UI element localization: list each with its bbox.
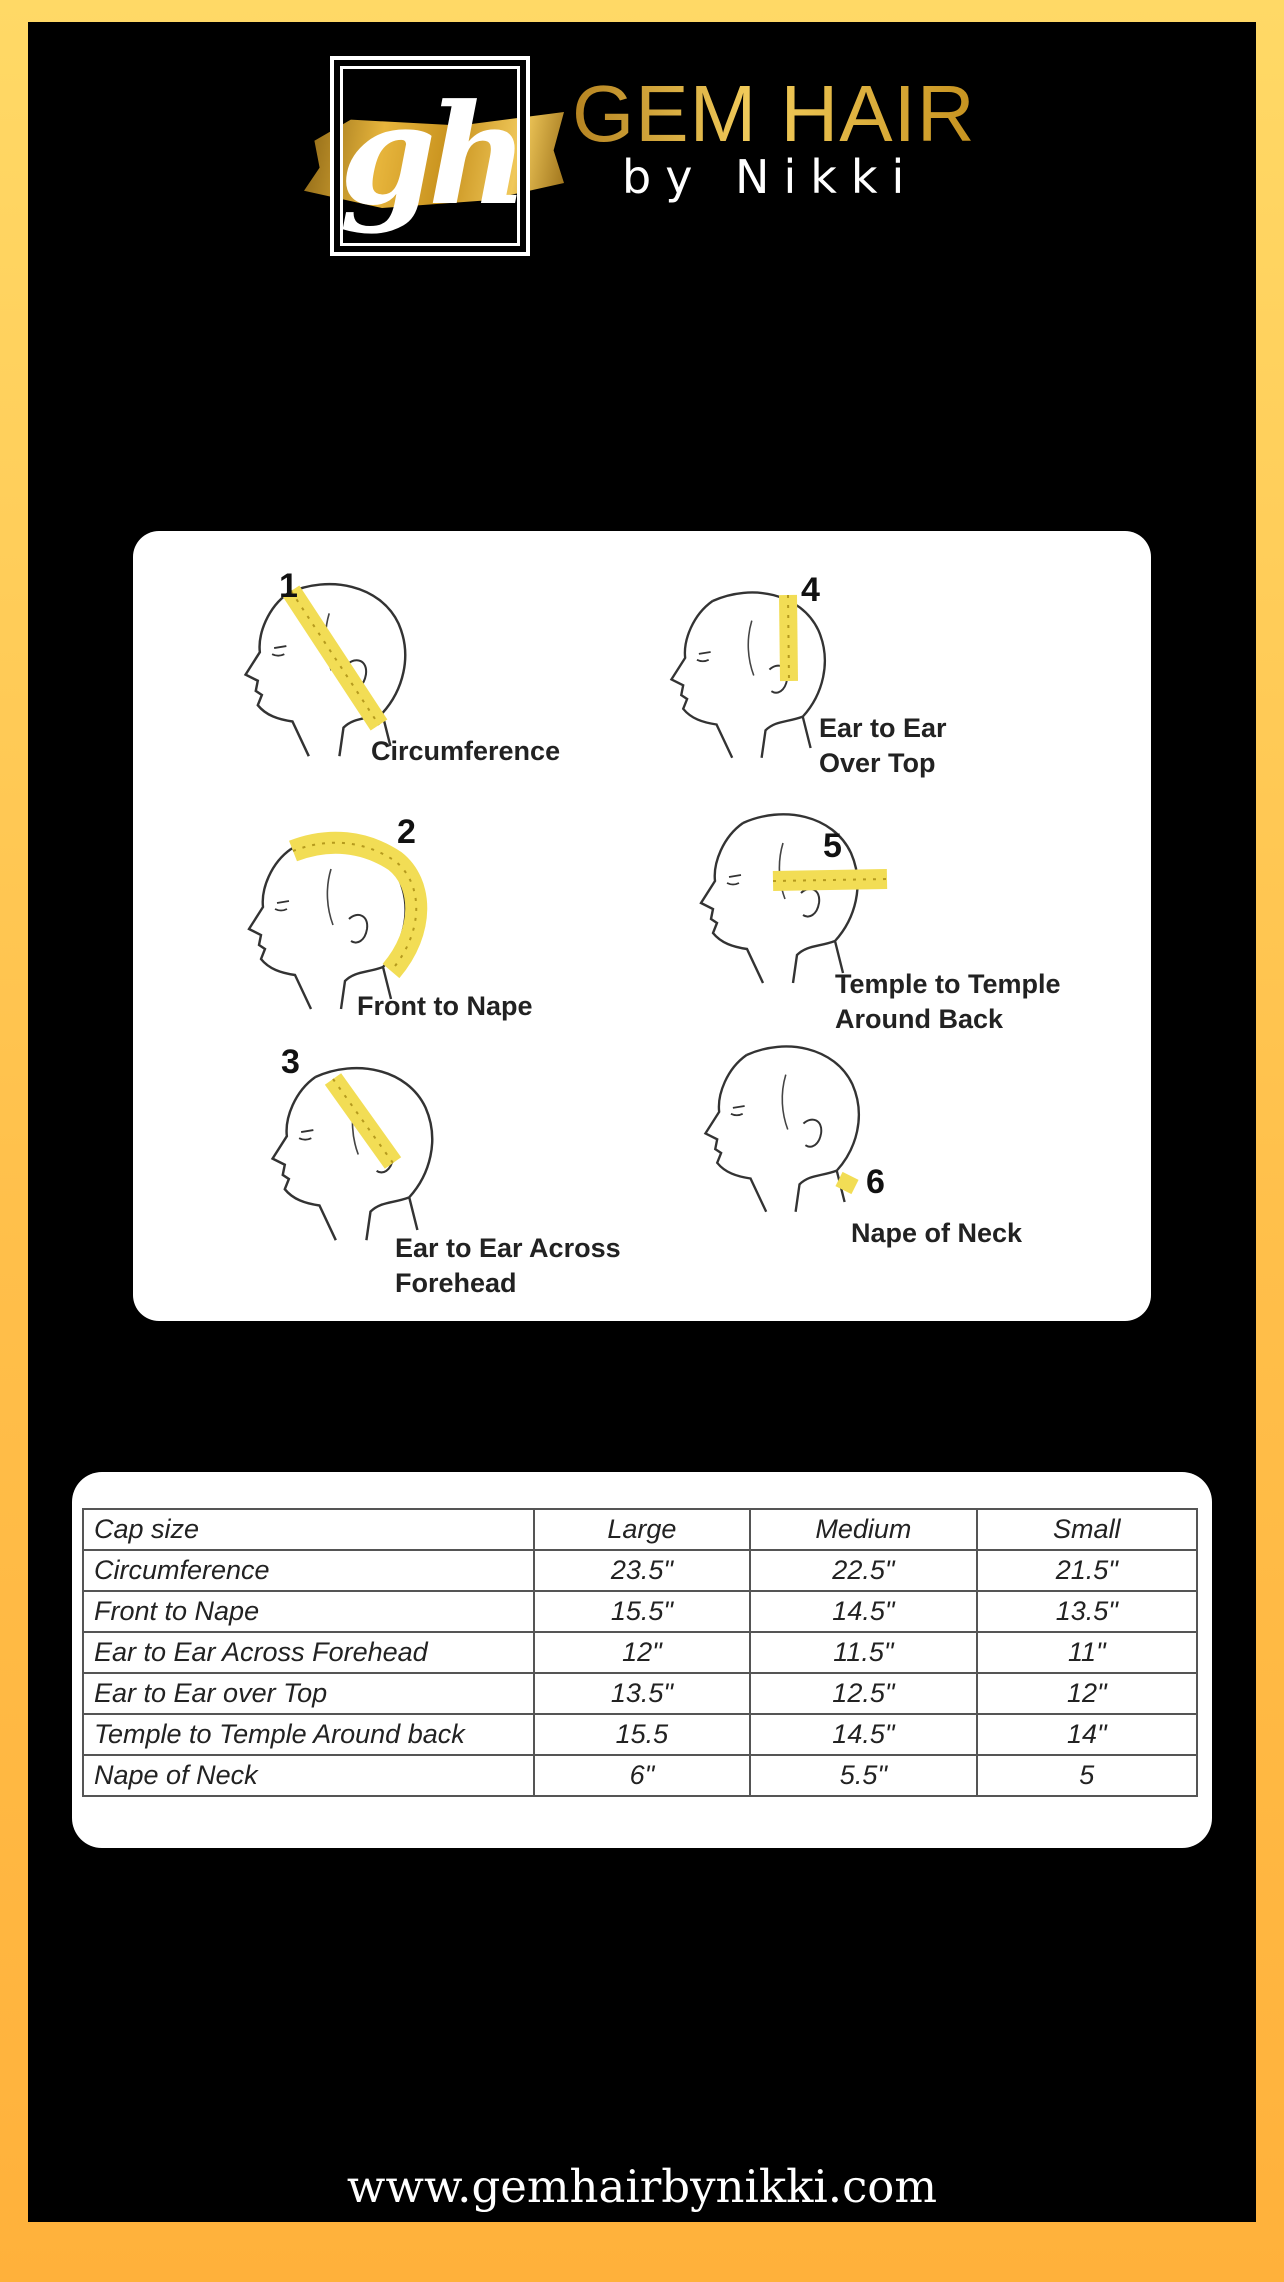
step-4-number: 4: [801, 571, 820, 609]
value-cell: 15.5": [534, 1591, 750, 1632]
step-6-label: Nape of Neck: [851, 1218, 1023, 1248]
size-chart-card: [72, 1472, 1212, 1848]
head-1-illustration: [246, 584, 406, 756]
value-cell: 13.5": [977, 1591, 1197, 1632]
value-cell: 11.5": [750, 1632, 976, 1673]
value-cell: 12": [534, 1632, 750, 1673]
row-label: Front to Nape: [83, 1591, 534, 1632]
brand-name: GEM HAIR: [572, 69, 976, 158]
head-illustrations: [133, 531, 1151, 1321]
step-2-number: 2: [397, 813, 416, 851]
table-row: [83, 1550, 1197, 1591]
value-cell: 13.5": [534, 1673, 750, 1714]
header-cell: Medium: [750, 1509, 976, 1550]
table-header-row: [83, 1509, 1197, 1550]
row-label: Circumference: [83, 1550, 534, 1591]
value-cell: 14.5": [750, 1591, 976, 1632]
value-cell: 6": [534, 1755, 750, 1796]
brand-tagline: by Nikki: [622, 150, 919, 204]
size-chart-table: [82, 1508, 1198, 1797]
head-3-illustration: [273, 1068, 433, 1240]
step-6-number: 6: [866, 1163, 885, 1201]
table-row: [83, 1632, 1197, 1673]
value-cell: 15.5: [534, 1714, 750, 1755]
value-cell: 22.5": [750, 1550, 976, 1591]
table-row: [83, 1591, 1197, 1632]
step-2-label: Front to Nape: [357, 991, 533, 1021]
value-cell: 21.5": [977, 1550, 1197, 1591]
value-cell: 5: [977, 1755, 1197, 1796]
table-row: [83, 1714, 1197, 1755]
step-1-number: 1: [279, 567, 298, 605]
value-cell: 23.5": [534, 1550, 750, 1591]
step-3-label: Ear to Ear Across Forehead: [395, 1233, 621, 1298]
row-label: Nape of Neck: [83, 1755, 534, 1796]
value-cell: 14.5": [750, 1714, 976, 1755]
row-label: Ear to Ear Across Forehead: [83, 1632, 534, 1673]
step-5-label: Temple to Temple Around Back: [835, 969, 1061, 1034]
table-row: [83, 1755, 1197, 1796]
table-row: [83, 1673, 1197, 1714]
logo-monogram: gh: [339, 73, 521, 236]
head-5-illustration: [701, 814, 887, 983]
value-cell: 12": [977, 1673, 1197, 1714]
value-cell: 11": [977, 1632, 1197, 1673]
row-label: Ear to Ear over Top: [83, 1673, 534, 1714]
website-link[interactable]: www.gemhairbynikki.com: [346, 2160, 938, 2213]
step-5-number: 5: [823, 827, 842, 865]
step-4-label: Ear to Ear Over Top: [819, 713, 947, 778]
head-6-illustration: [705, 1046, 858, 1211]
value-cell: 5.5": [750, 1755, 976, 1796]
step-3-number: 3: [281, 1043, 300, 1081]
value-cell: 12.5": [750, 1673, 976, 1714]
header-cell: Large: [534, 1509, 750, 1550]
head-4-illustration: [671, 592, 824, 757]
header-cell: Cap size: [83, 1509, 534, 1550]
step-1-label: Circumference: [371, 736, 561, 766]
value-cell: 14": [977, 1714, 1197, 1755]
measurement-diagram: [133, 531, 1151, 1321]
header-cell: Small: [977, 1509, 1197, 1550]
brand-logo[interactable]: [290, 50, 1010, 260]
row-label: Temple to Temple Around back: [83, 1714, 534, 1755]
head-2-illustration: [249, 840, 416, 1009]
